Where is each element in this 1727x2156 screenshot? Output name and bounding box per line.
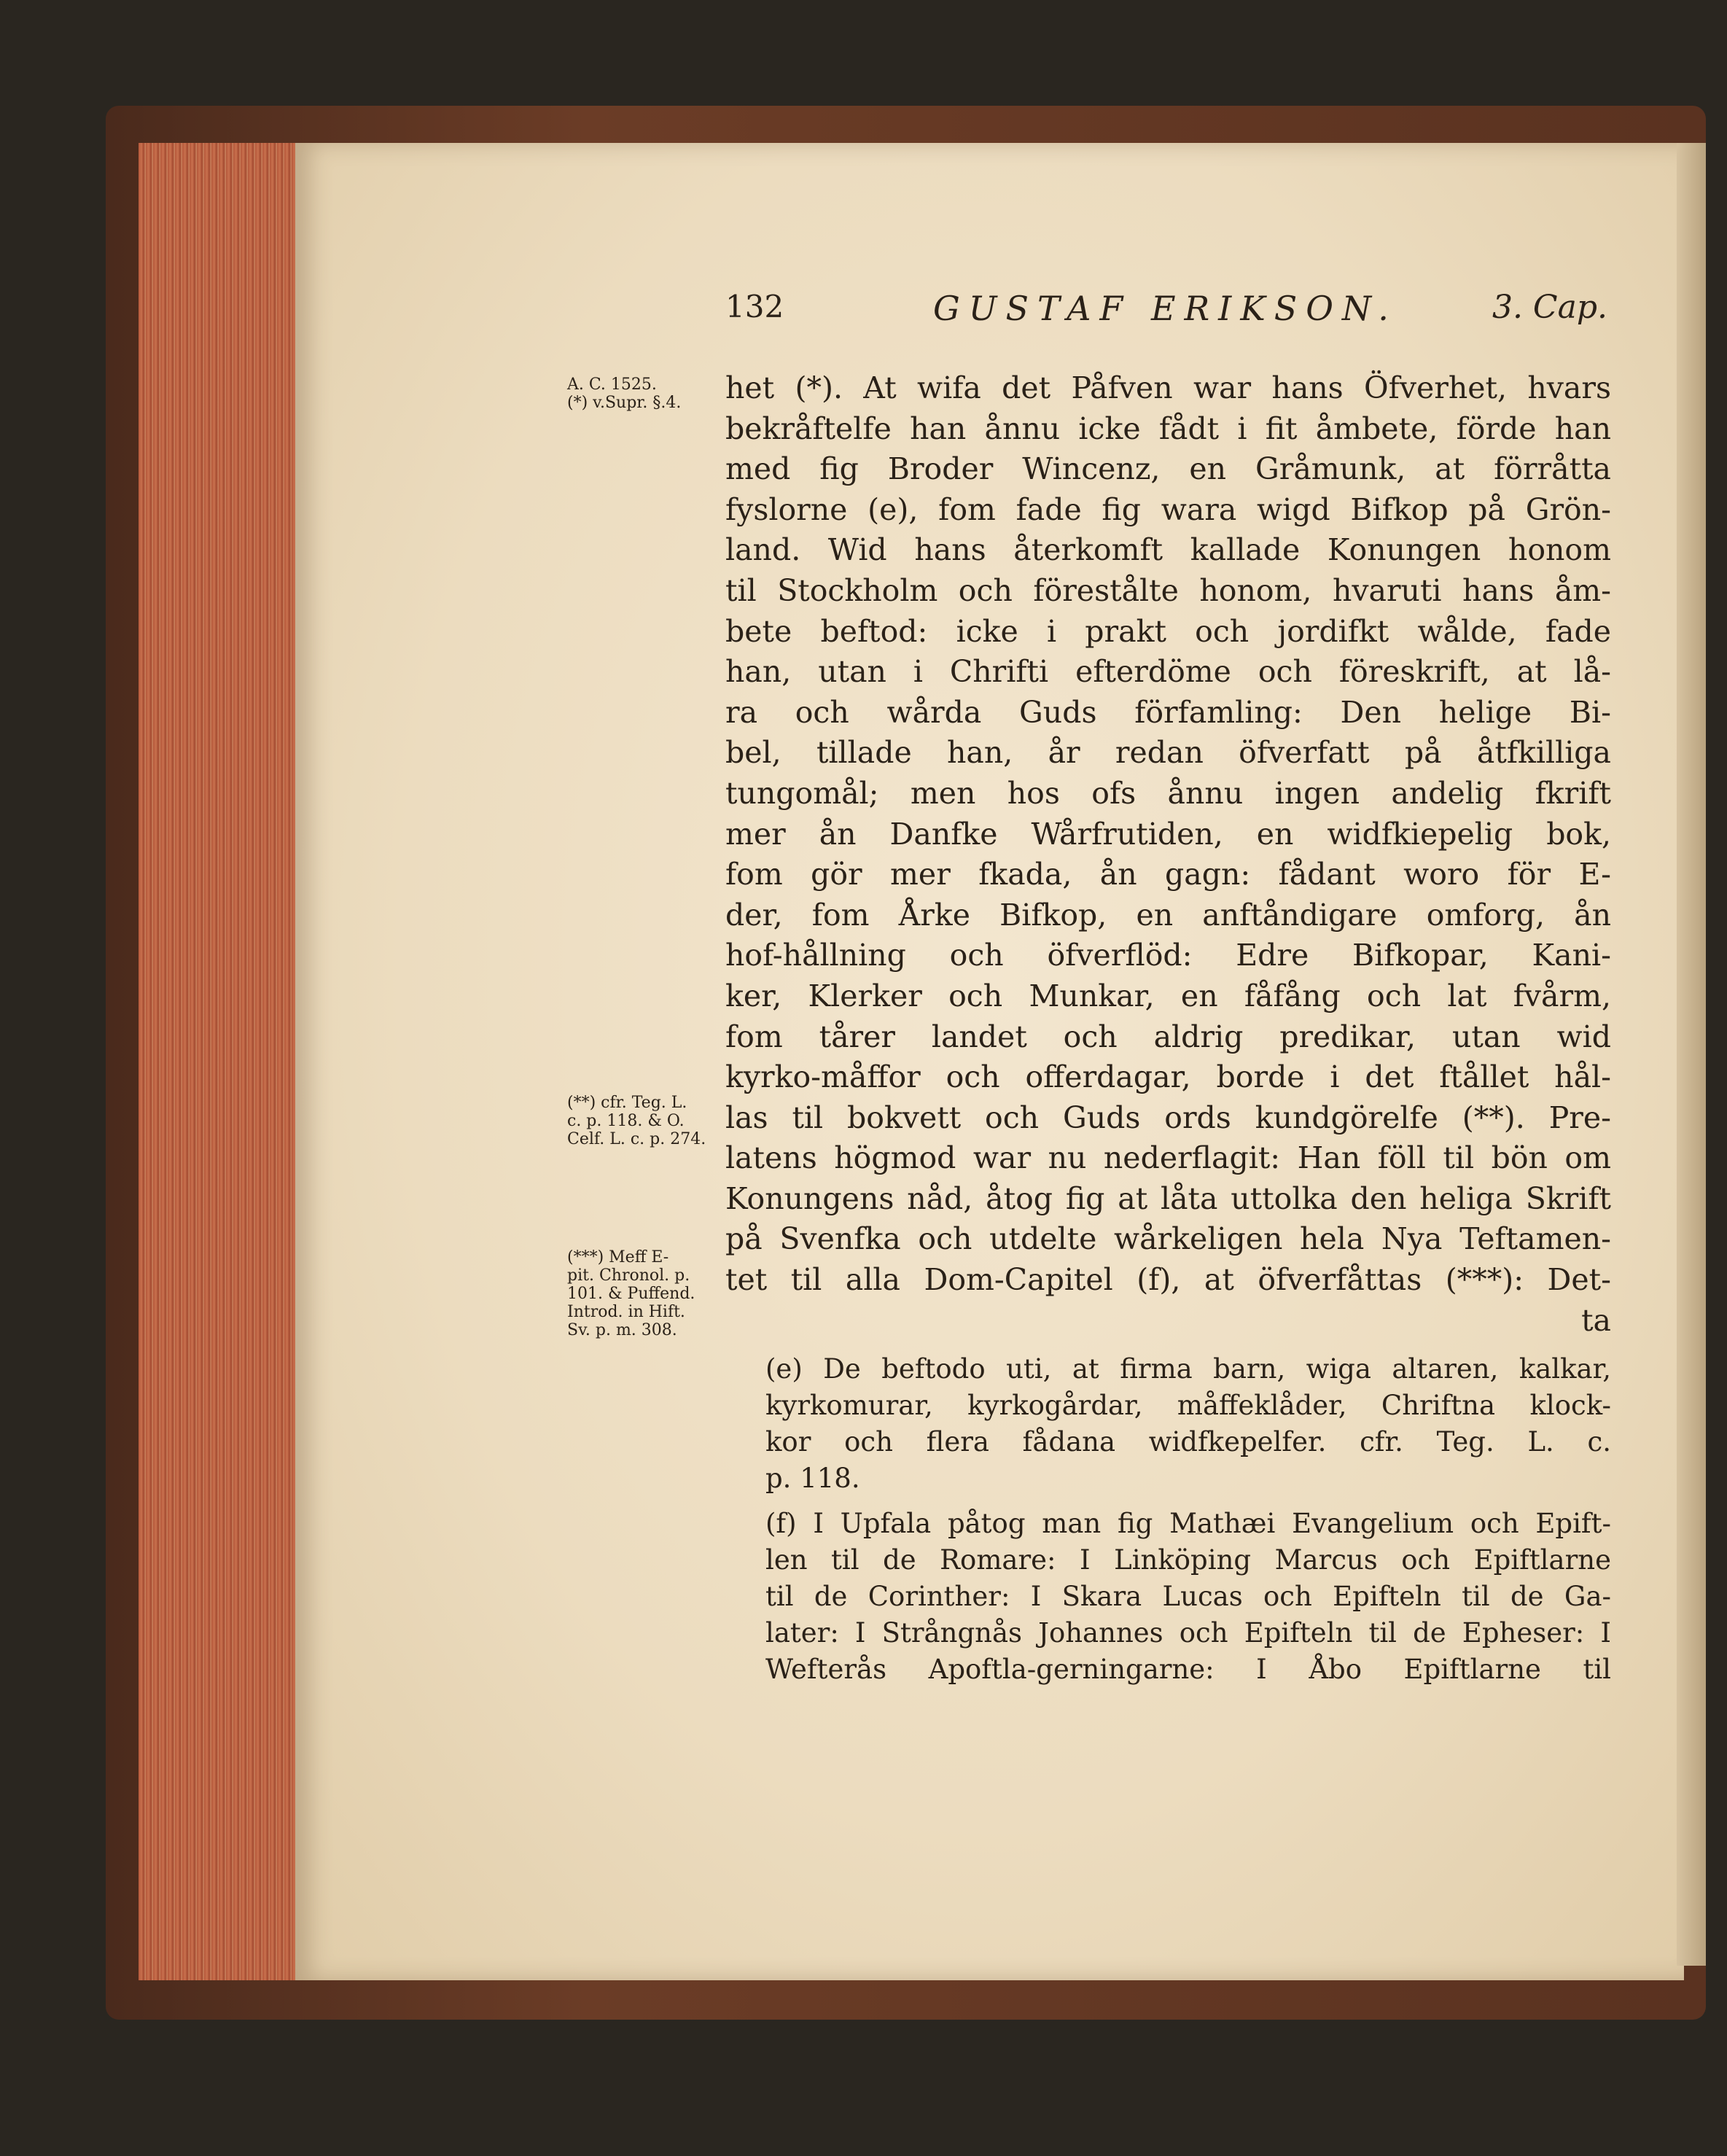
text-line: til Stockholm och förestålte honom, hvaruti hans åm- [725, 572, 1611, 608]
text-line: med fig Broder Wincenz, en Gråmunk, at förråtta [725, 451, 1611, 487]
margin-note: A. C. 1525. (*) v.Supr. §.4. [567, 375, 682, 412]
footnote-line: p. 118. [765, 1463, 860, 1494]
footnote-line: later: I Strångnås Johannes och Epifteln til de Epheser: I [765, 1617, 1611, 1649]
running-title: GUSTAF ERIKSON. [933, 289, 1397, 328]
page-gutter-right [1677, 143, 1706, 1966]
text-line: på Svenfka och utdelte wårkeligen hela Nya Teftamen- [725, 1221, 1611, 1257]
text-line: ra och wårda Guds förfamling: Den helige Bi- [725, 694, 1611, 730]
footnote-line: kyrkomurar, kyrkogårdar, måffeklåder, Chriftna klock- [765, 1390, 1611, 1421]
text-line: tet til alla Dom-Capitel (f), at öfverfåttas (***): Det- [725, 1262, 1611, 1298]
page-number: 132 [725, 289, 784, 324]
text-line: bekråftelfe han ånnu icke fådt i fit åmbete, förde han [725, 410, 1611, 446]
text-line: hof-hållning och öfverflöd: Edre Bifkopar, Kani- [725, 938, 1611, 973]
margin-note: (**) cfr. Teg. L. c. p. 118. & O. Celf. L. c. p. 274. [567, 1094, 706, 1148]
chapter-label: 3. Cap. [1492, 289, 1607, 326]
text-line: land. Wid hans återkomft kallade Konungen honom [725, 532, 1611, 568]
footnote-line: (e) De beftodo uti, at firma barn, wiga altaren, kalkar, [765, 1353, 1611, 1385]
text-line: fom tårer landet och aldrig predikar, utan wid [725, 1019, 1611, 1054]
footnote-line: til de Corinther: I Skara Lucas och Epifteln til de Ga- [765, 1581, 1611, 1612]
text-line: der, fom Årke Bifkop, en anftåndigare omforg, ån [725, 897, 1611, 933]
footnotes [765, 1351, 1611, 1688]
footnote-line: len til de Romare: I Linköping Marcus och Epiftlarne [765, 1544, 1611, 1576]
text-line: kyrko-måffor och offerdagar, borde i det ftållet hål- [725, 1059, 1611, 1095]
text-line: ker, Klerker och Munkar, en fåfång och lat fvårm, [725, 978, 1611, 1013]
text-line: fom gör mer fkada, ån gagn: fådant woro för E- [725, 857, 1611, 892]
footnote-line: kor och flera fådana widfkepelfer. cfr. Teg. L. c. [765, 1426, 1611, 1458]
margin-note: (***) Meff E- pit. Chronol. p. 101. & Puffend. Introd. in Hift. Sv. p. m. 308. [567, 1248, 695, 1339]
text-line: bel, tillade han, år redan öfverfatt på åtfkilliga [725, 735, 1611, 771]
text-line: bete beftod: icke i prakt och jordifkt wålde, fade [725, 613, 1611, 649]
text-line: latens högmod war nu nederflagit: Han föll til bön om [725, 1140, 1611, 1176]
footnote-line: (f) I Upfala påtog man fig Mathæi Evangelium och Epift- [765, 1508, 1611, 1539]
text-line: tungomål; men hos ofs ånnu ingen andelig fkrift [725, 775, 1611, 811]
text-line: han, utan i Chrifti efterdöme och föreskrift, at lå- [725, 654, 1611, 690]
text-line: fyslorne (e), fom fade fig wara wigd Bifkop på Grön- [725, 491, 1611, 527]
page-header [725, 289, 1607, 340]
footnote-line: Wefterås Apoftla-gerningarne: I Åbo Epiftlarne til [765, 1654, 1611, 1685]
page-edges [139, 143, 308, 1980]
text-line: las til bokvett och Guds ords kundgörelfe (**). Pre- [725, 1100, 1611, 1135]
text-line: het (*). At wifa det Påfven war hans Öfverhet, hvars [725, 370, 1611, 405]
text-line: mer ån Danfke Wårfrutiden, en widfkiepelig bok, [725, 816, 1611, 852]
catchword: ta [1581, 1302, 1611, 1338]
text-line: Konungens nåd, åtog fig at låta uttolka den heliga Skrift [725, 1180, 1611, 1216]
main-text [725, 368, 1611, 1341]
